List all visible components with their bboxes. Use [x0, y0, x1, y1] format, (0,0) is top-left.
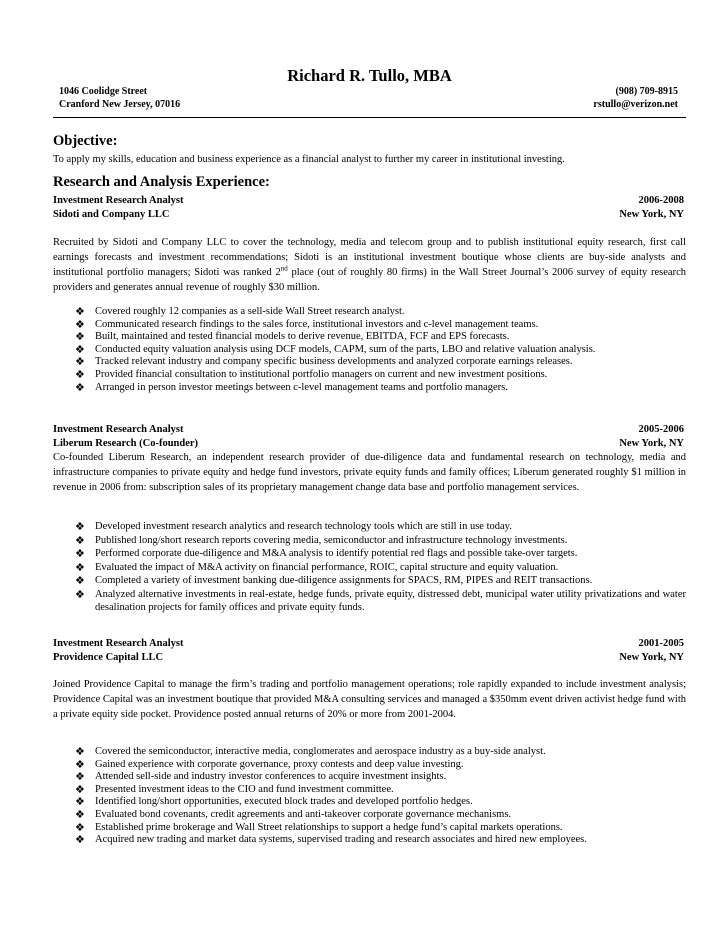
- diamond-bullet-icon: ❖: [75, 745, 85, 758]
- list-item: ❖ Conducted equity valuation analysis using DCF models, CAPM, sum of the parts, LBO and relative valuation analysis.: [75, 342, 596, 356]
- diamond-bullet-icon: ❖: [75, 820, 85, 834]
- list-item: ❖ Published long/short research reports covering media, semiconductor and infrastructure technology investments.: [75, 533, 568, 547]
- diamond-bullet-icon: ❖: [75, 547, 85, 560]
- list-item: ❖ Communicated research findings to the sales force, institutional investors and c-level management teams.: [75, 317, 539, 331]
- email-address: rstullo@verizon.net: [593, 99, 678, 110]
- diamond-bullet-icon: ❖: [75, 533, 85, 547]
- contact-row-1: [53, 85, 686, 99]
- job-2-dates: 2005-2006: [638, 424, 684, 435]
- diamond-bullet-icon: ❖: [75, 355, 85, 369]
- job-3-bullets: [75, 746, 686, 847]
- list-item: ❖ Provided financial consultation to institutional portfolio managers on current and new investment positions.: [75, 367, 548, 381]
- contact-row-2: [53, 98, 686, 112]
- job-1-role-row: [53, 194, 686, 208]
- address-line-1: 1046 Coolidge Street: [59, 86, 148, 97]
- list-item: ❖ Analyzed alternative investments in real-estate, hedge funds, private equity, distressed debt, municipal water utility privatizations and water desalination projects for family offices and private equity funds.: [75, 587, 686, 613]
- job-2-role-row: [53, 423, 686, 437]
- diamond-bullet-icon: ❖: [75, 330, 85, 344]
- job-1-dates: 2006-2008: [638, 195, 684, 206]
- job-3-role-row: [53, 637, 686, 651]
- address-line-2: Cranford New Jersey, 07016: [59, 99, 181, 110]
- job-3-company: Providence Capital LLC: [53, 652, 164, 663]
- job-2-location: New York, NY: [619, 438, 684, 449]
- job-2-bullets: [75, 520, 686, 615]
- job-1-description-part-1: Recruited by Sidoti and Company LLC to cover the technology, media and telecom group and to publish institutional equity research, first call earnings forecasts and investment recommendations; Sidoti is an institutional investment boutique whose clients are buy-side analysts and institutional portfolio managers; Sidoti was ranked 2: [53, 237, 686, 278]
- job-2-description: Co-founded Liberum Research, an independent research provider of due-diligence data and fundamental research on technology, media and infrastructure companies to private equity and hedge fund investors, private equity funds and family offices; Liberum generated roughly $1 million in revenue in 2006 from: subscription sales of its proprietary management change data base and portfolio management services.: [53, 452, 686, 493]
- job-1-bullets: [75, 306, 686, 394]
- list-item: ❖ Performed corporate due-diligence and M&A analysis to identify potential red flags and possible take-over targets.: [75, 547, 578, 560]
- diamond-bullet-icon: ❖: [75, 807, 85, 821]
- objective-text: To apply my skills, education and business experience as a financial analyst to further my career in institutional investing.: [53, 154, 565, 165]
- diamond-bullet-icon: ❖: [75, 317, 85, 331]
- job-1-description-part-2: place (out of roughly 80 firms) in the Wall Street Journal’s 2006 survey of equity research providers and generates annual revenue of roughly $30 million.: [53, 267, 686, 293]
- diamond-bullet-icon: ❖: [75, 305, 85, 318]
- job-1-role: Investment Research Analyst: [53, 195, 184, 206]
- list-item: ❖ Evaluated bond covenants, credit agreements and anti-takeover corporate governance mechanisms.: [75, 807, 512, 821]
- diamond-bullet-icon: ❖: [75, 574, 85, 587]
- diamond-bullet-icon: ❖: [75, 367, 85, 381]
- job-1-location: New York, NY: [619, 209, 684, 220]
- diamond-bullet-icon: ❖: [75, 380, 85, 394]
- job-3-company-row: [53, 651, 686, 665]
- list-item: ❖ Covered roughly 12 companies as a sell-side Wall Street research analyst.: [75, 305, 405, 318]
- diamond-bullet-icon: ❖: [75, 520, 85, 533]
- job-1-description-superscript: nd: [280, 264, 288, 273]
- diamond-bullet-icon: ❖: [75, 560, 85, 574]
- list-item: ❖ Completed a variety of investment banking due-diligence assignments for SPACS, RM, PIPES and REIT transactions.: [75, 574, 593, 587]
- phone-number: (908) 709-8915: [615, 86, 678, 97]
- objective-heading: Objective:: [53, 133, 118, 149]
- list-item: ❖ Established prime brokerage and Wall Street relationships to support a hedge fund’s capital markets operations.: [75, 820, 563, 834]
- list-item: ❖ Presented investment ideas to the CIO and fund investment committee.: [75, 782, 394, 796]
- job-2-company-row: [53, 437, 686, 451]
- job-2-role: Investment Research Analyst: [53, 424, 184, 435]
- job-2-company: Liberum Research (Co-founder): [53, 438, 199, 449]
- job-1-description: [53, 235, 686, 295]
- diamond-bullet-icon: ❖: [75, 833, 85, 847]
- experience-heading: Research and Analysis Experience:: [53, 174, 270, 190]
- job-3-role: Investment Research Analyst: [53, 638, 184, 649]
- header-divider: [53, 117, 686, 118]
- list-item: ❖ Covered the semiconductor, interactive media, conglomerates and aerospace industry as a buy-side analyst.: [75, 745, 546, 758]
- diamond-bullet-icon: ❖: [75, 795, 85, 809]
- job-3-location: New York, NY: [619, 652, 684, 663]
- list-item: ❖ Identified long/short opportunities, executed block trades and developed portfolio hedges.: [75, 795, 473, 809]
- list-item: ❖ Gained experience with corporate governance, proxy contests and deep value investing.: [75, 757, 464, 771]
- list-item: ❖ Attended sell-side and industry investor conferences to acquire investment insights.: [75, 770, 447, 784]
- job-1-company: Sidoti and Company LLC: [53, 209, 170, 220]
- applicant-name: Richard R. Tullo, MBA: [287, 66, 452, 85]
- job-1-company-row: [53, 208, 686, 222]
- list-item: ❖ Developed investment research analytics and research technology tools which are still in use today.: [75, 520, 512, 533]
- list-item: ❖ Built, maintained and tested financial models to derive revenue, EBITDA, FCF and EPS forecasts.: [75, 330, 510, 344]
- diamond-bullet-icon: ❖: [75, 587, 85, 601]
- job-3-dates: 2001-2005: [638, 638, 684, 649]
- diamond-bullet-icon: ❖: [75, 770, 85, 784]
- list-item: ❖ Evaluated the impact of M&A activity on financial performance, ROIC, capital structure and equity valuation.: [75, 560, 559, 574]
- diamond-bullet-icon: ❖: [75, 342, 85, 356]
- list-item: ❖ Tracked relevant industry and company specific business developments and analyzed corporate earnings releases.: [75, 355, 573, 369]
- diamond-bullet-icon: ❖: [75, 757, 85, 771]
- list-item: ❖ Acquired new trading and market data systems, supervised trading and research associates and hired new employees.: [75, 833, 587, 847]
- list-item: ❖ Arranged in person investor meetings between c-level management teams and portfolio managers.: [75, 380, 508, 394]
- diamond-bullet-icon: ❖: [75, 782, 85, 796]
- job-3-description: Joined Providence Capital to manage the firm’s trading and portfolio management operations; role rapidly expanded to include investment analysis; Providence Capital was an investment boutique that provided M&A consulting services and managed a $350mm event driven activist hedge fund with a private equity side pocket. Providence posted annual returns of 20% or more from 2001-2004.: [53, 679, 686, 720]
